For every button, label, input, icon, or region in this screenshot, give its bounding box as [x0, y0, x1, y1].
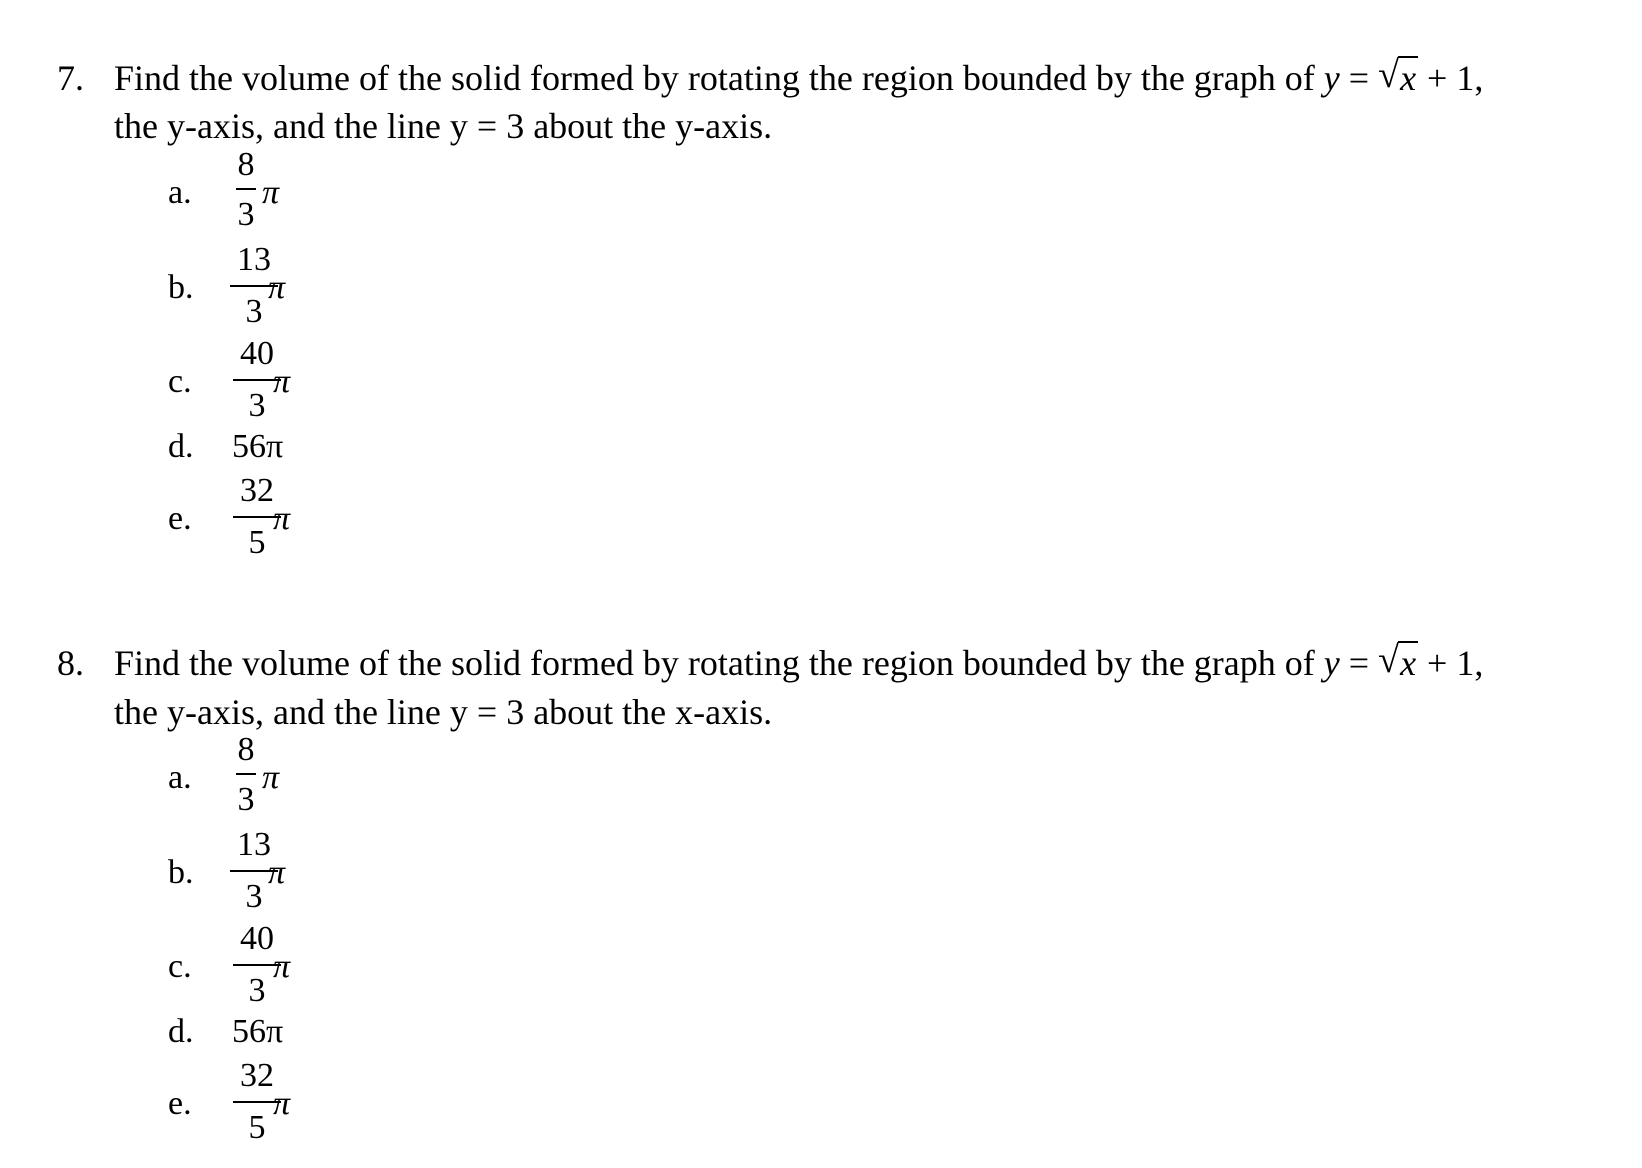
- question-text-line-2: the y-axis, and the line y = 3 about the x-axis.: [114, 692, 773, 732]
- denominator: 3: [245, 293, 263, 330]
- choice-a[interactable]: [0, 733, 600, 823]
- pi-symbol: π: [273, 500, 291, 537]
- equation-tail: + 1,: [1418, 643, 1484, 683]
- denominator: 3: [248, 387, 266, 424]
- numerator: 13: [237, 826, 271, 863]
- choice-letter: e.: [168, 500, 192, 537]
- radicand: x: [1400, 643, 1417, 683]
- question-number: 7.: [57, 58, 84, 98]
- square-root: [1378, 639, 1418, 683]
- denominator: 5: [248, 524, 266, 561]
- denominator: 3: [245, 878, 263, 915]
- radicand: x: [1400, 58, 1417, 98]
- choice-e[interactable]: [0, 474, 600, 564]
- equation-lhs: y: [1323, 643, 1340, 683]
- numerator: 32: [240, 1057, 274, 1094]
- choice-letter: d.: [168, 1013, 194, 1050]
- numerator: 40: [240, 335, 274, 372]
- denominator: 3: [237, 781, 255, 818]
- square-root: [1378, 54, 1418, 98]
- choice-letter: b.: [168, 269, 194, 306]
- choice-letter: c.: [168, 948, 192, 985]
- pi-symbol: π: [273, 948, 291, 985]
- equation-equals: =: [1339, 58, 1379, 98]
- numerator: 8: [237, 146, 255, 183]
- numerator: 40: [240, 920, 274, 957]
- denominator: 3: [237, 196, 255, 233]
- choice-b[interactable]: [0, 828, 600, 918]
- choice-letter: d.: [168, 428, 194, 465]
- question-text-line-1: [114, 54, 1484, 98]
- choice-a[interactable]: [0, 148, 600, 238]
- choice-letter: a.: [168, 759, 192, 796]
- numerator: 32: [240, 472, 274, 509]
- choice-letter: a.: [168, 174, 192, 211]
- radical-sign: √: [1378, 639, 1399, 681]
- pi-symbol: π: [273, 1085, 291, 1122]
- denominator: 3: [248, 972, 266, 1009]
- choice-c[interactable]: [0, 922, 600, 1012]
- fraction-bar: [236, 773, 256, 775]
- fraction-bar: [236, 188, 256, 190]
- pi-symbol: π: [268, 269, 286, 306]
- pi-symbol: π: [262, 174, 280, 211]
- choice-letter: e.: [168, 1085, 192, 1122]
- answer-value: 56π: [232, 428, 284, 465]
- pi-symbol: π: [268, 854, 286, 891]
- choice-letter: b.: [168, 854, 194, 891]
- radical-sign: √: [1378, 54, 1399, 96]
- question-stem: Find the volume of the solid formed by rotating the region bounded by the graph of: [114, 643, 1324, 683]
- equation-tail: + 1,: [1418, 58, 1484, 98]
- question-stem: Find the volume of the solid formed by rotating the region bounded by the graph of: [114, 58, 1324, 98]
- question-text-line-1: [114, 639, 1484, 683]
- question-number: 8.: [57, 643, 84, 683]
- denominator: 5: [248, 1109, 266, 1146]
- numerator: 13: [237, 241, 271, 278]
- numerator: 8: [237, 731, 255, 768]
- choice-e[interactable]: [0, 1059, 600, 1149]
- choice-letter: c.: [168, 363, 192, 400]
- pi-symbol: π: [273, 363, 291, 400]
- equation-equals: =: [1339, 643, 1379, 683]
- answer-value: 56π: [232, 1013, 284, 1050]
- equation-lhs: y: [1323, 58, 1340, 98]
- pi-symbol: π: [262, 759, 280, 796]
- choice-c[interactable]: [0, 337, 600, 427]
- choice-b[interactable]: [0, 243, 600, 333]
- question-text-line-2: the y-axis, and the line y = 3 about the y-axis.: [114, 106, 773, 146]
